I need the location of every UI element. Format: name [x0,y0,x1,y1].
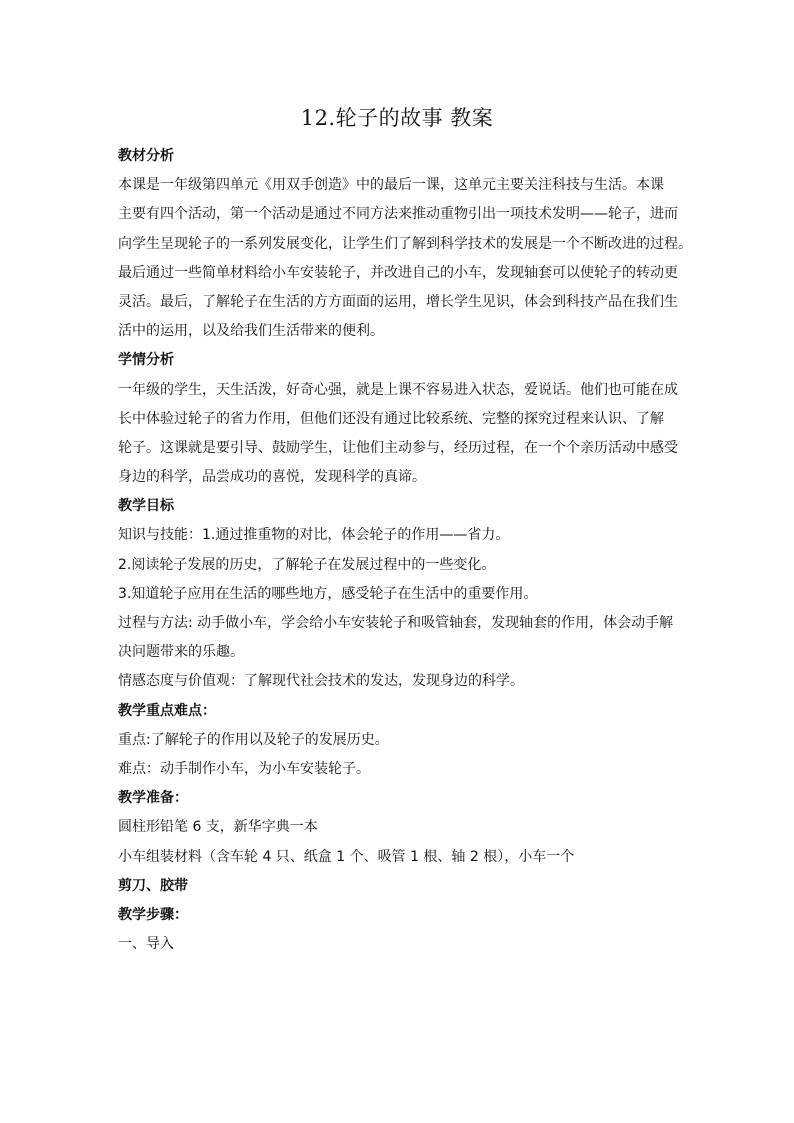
section-heading-prep: 教学准备： [118,790,188,807]
paragraph-line: 小车组装材料（含车轮 4 只、纸盒 1 个、吸管 1 根、轴 2 根），小车一个 [118,848,575,865]
section-heading-keypoints: 教学重点难点： [118,702,216,719]
paragraph-line: 情感态度与价值观：了解现代社会技术的发达，发现身边的科学。 [118,673,524,690]
paragraph-line: 灵活。最后，了解轮子在生活的方方面面的运用，增长学生见识，体会到科技产品在我们生 [118,293,678,310]
section-heading-analysis: 教材分析 [118,148,174,164]
paragraph-line: 轮子。这课就是要引导、鼓励学生，让他们主动参与，经历过程，在一个个亲历活动中感受 [118,439,678,456]
paragraph-line: 决问题带来的乐趣。 [118,644,244,661]
paragraph-line: 一、导入 [118,936,174,953]
paragraph-line: 重点:了解轮子的作用以及轮子的发展历史。 [118,731,389,748]
section-heading-goals: 教学目标 [118,498,174,515]
paragraph-line: 向学生呈现轮子的一系列发展变化，让学生们了解到科学技术的发展是一个不断改进的过程。 [118,235,692,252]
paragraph-line: 知识与技能：1.通过推重物的对比，体会轮子的作用——省力。 [118,527,510,544]
paragraph-line: 身边的科学，品尝成功的喜悦，发现科学的真谛。 [118,469,426,486]
paragraph-line: 难点：动手制作小车，为小车安装轮子。 [118,760,370,777]
paragraph-line: 过程与方法: 动手做小车，学会给小车安装轮子和吸管轴套，发现轴套的作用，体会动手解 [118,615,674,631]
paragraph-line: 活中的运用，以及给我们生活带来的便利。 [118,323,384,340]
paragraph-line: 长中体验过轮子的省力作用，但他们还没有通过比较系统、完整的探究过程来认识、了解 [118,410,664,427]
document-body [118,142,694,959]
prep-bold-line: 剪刀、胶带 [118,877,188,894]
paragraph-line: 本课是一年级第四单元《用双手创造》中的最后一课，这单元主要关注科技与生活。本课 [118,177,664,194]
paragraph-line: 3.知道轮子应用在生活的哪些地方，感受轮子在生活中的重要作用。 [118,585,538,602]
paragraph-line: 最后通过一些简单材料给小车安装轮子，并改进自己的小车，发现轴套可以使轮子的转动更 [118,264,678,281]
section-heading-steps: 教学步骤： [118,906,188,923]
paragraph-line: 2.阅读轮子发展的历史，了解轮子在发展过程中的一些变化。 [118,556,496,573]
paragraph-line: 一年级的学生，天生活泼，好奇心强，就是上课不容易进入状态，爱说话。他们也可能在成 [118,381,678,398]
page-title: 12.轮子的故事 教案 [300,106,494,130]
paragraph-line: 主要有四个活动，第一个活动是通过不同方法来推动重物引出一项技术发明——轮子，进而 [118,206,678,223]
section-heading-students: 学情分析 [118,352,174,369]
paragraph-line: 圆柱形铅笔 6 支，新华字典一本 [118,819,318,836]
